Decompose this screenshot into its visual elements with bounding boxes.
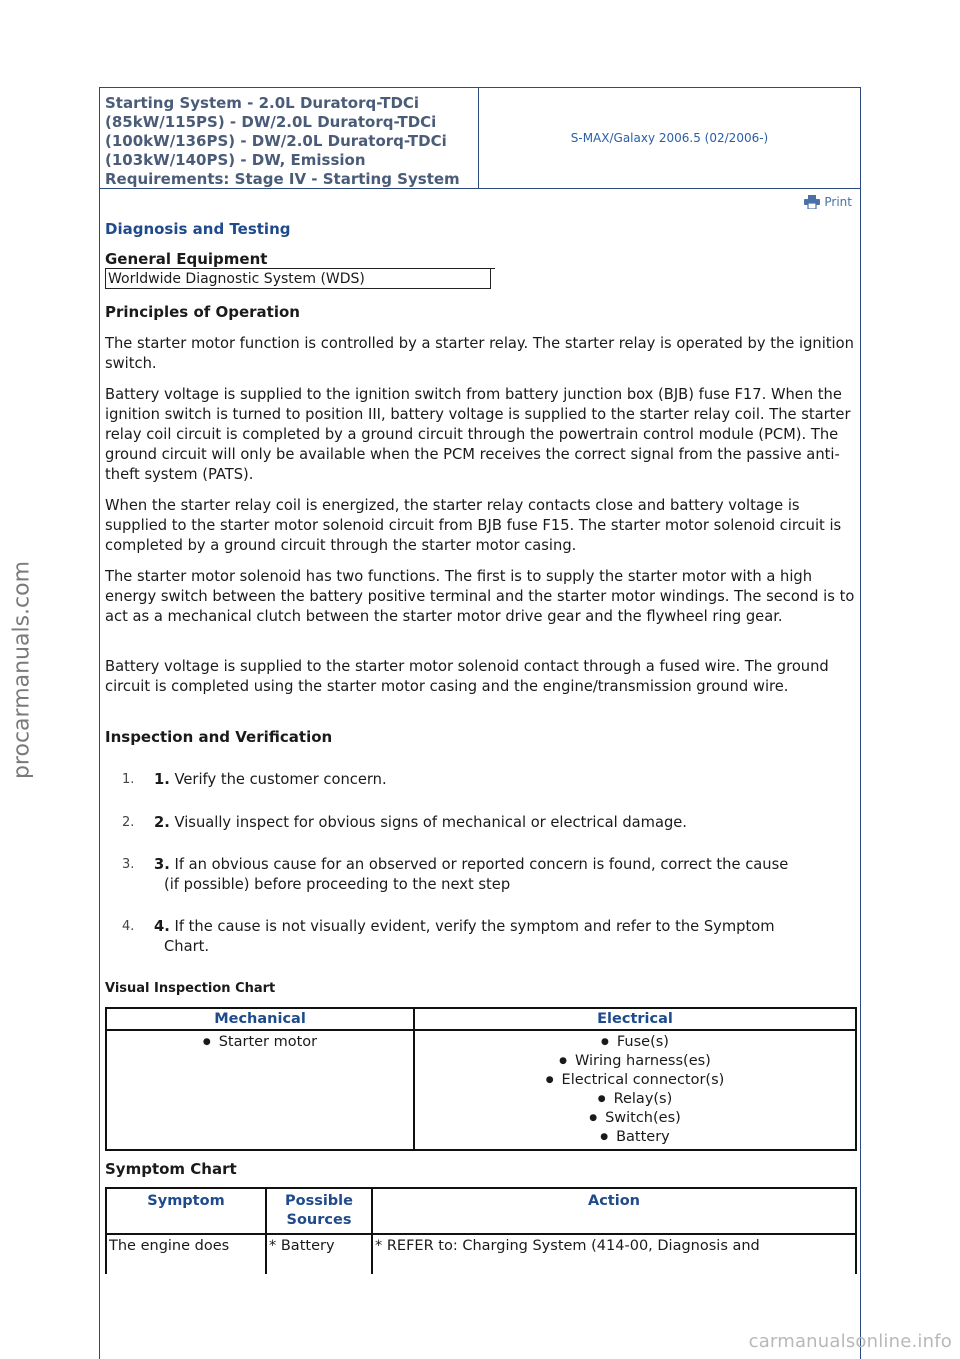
mechanical-cell [106,1030,414,1150]
general-equipment-heading: General Equipment [105,250,268,268]
principles-paragraph: Battery voltage is supplied to the starter motor solenoid contact through a fused wire. The ground circuit is completed using the starter motor casing and the engine/transmission ground wire. [105,658,829,695]
column-header-electrical: Electrical [414,1008,856,1030]
visual-chart-heading: Visual Inspection Chart [105,981,276,996]
principles-paragraph: The starter motor function is controlled by a starter relay. The starter relay is operated by the ignition switch. [105,335,854,372]
principles-paragraph: The starter motor solenoid has two functions. The first is to supply the starter motor with a high energy switch between the battery positive terminal and the starter motor windings. The second is to act as a mechanical clutch between the starter motor drive gear and the flywheel ring gear. [105,568,855,625]
column-header-mechanical: Mechanical [106,1008,414,1030]
list-item: ● Battery [415,1128,855,1147]
list-item: ● Electrical connector(s) [415,1071,855,1090]
symptom-chart-heading: Symptom Chart [105,1160,237,1178]
symptom-table [105,1187,857,1274]
step-text: 2. Visually inspect for obvious signs of mechanical or electrical damage. [154,814,687,831]
print-label: Print [824,195,852,209]
column-header-symptom: Symptom [106,1188,266,1234]
header-row [100,88,860,189]
electrical-cell [414,1030,856,1150]
list-item: ● Switch(es) [415,1109,855,1128]
document-frame [99,87,861,1359]
list-item: ● Relay(s) [415,1090,855,1109]
principles-paragraph: When the starter relay coil is energized, the starter relay contacts close and battery voltage is supplied to the starter motor solenoid circuit from BJB fuse F15. The starter motor solenoid circuit is completed by a ground circuit through the starter motor casing. [105,497,842,554]
printer-icon [804,195,820,209]
list-item: ● Starter motor [107,1033,413,1052]
list-item: ● Wiring harness(es) [415,1052,855,1071]
visual-inspection-table [105,1007,857,1151]
equipment-rule [491,268,495,269]
step-number: 1. [122,772,135,787]
side-watermark [2,560,42,780]
print-button[interactable] [804,195,852,209]
bottom-watermark: carmanualsonline.info [748,1331,952,1352]
diagnosis-heading: Diagnosis and Testing [105,220,291,238]
inspection-heading: Inspection and Verification [105,728,333,746]
column-header-action: Action [372,1188,856,1234]
list-item: ● Fuse(s) [415,1033,855,1052]
page-title: Starting System - 2.0L Duratorq-TDCi (85kW/115PS) - DW/2.0L Duratorq-TDCi (100kW/136PS) - DW/2.0L Duratorq-TDCi (103kW/140PS) - DW, Emission Requirements: Stage IV - Starting System [105,94,460,188]
step-number: 2. [122,815,135,830]
action-cell: * REFER to: Charging System (414-00, Diagnosis and [372,1234,856,1274]
step-text: 4. If the cause is not visually evident, verify the symptom and refer to the Symptom Chart. [154,918,775,955]
step-text: 3. If an obvious cause for an observed or reported concern is found, correct the cause (if possible) before proceeding to the next step [154,856,789,893]
model-label: S-MAX/Galaxy 2006.5 (02/2006-) [570,131,769,145]
column-header-possible-sources: Possible Sources [266,1188,372,1234]
source-cell: * Battery [266,1234,372,1274]
step-text: 1. Verify the customer concern. [154,771,387,788]
equipment-item: Worldwide Diagnostic System (WDS) [105,268,491,289]
principles-paragraph: Battery voltage is supplied to the ignition switch from battery junction box (BJB) fuse F17. When the ignition switch is turned to position III, battery voltage is supplied to the starter relay coil. The starter relay coil circuit is completed by a ground circuit through the powertrain control module (PCM). The ground circuit will only be available when the PCM receives the correct signal from the passive anti-theft system (PATS). [105,386,851,483]
symptom-cell: The engine does [106,1234,266,1274]
step-number: 3. [122,857,135,872]
side-watermark-text: procarmanuals.com [9,560,35,780]
principles-heading: Principles of Operation [105,303,300,321]
step-number: 4. [122,919,135,934]
